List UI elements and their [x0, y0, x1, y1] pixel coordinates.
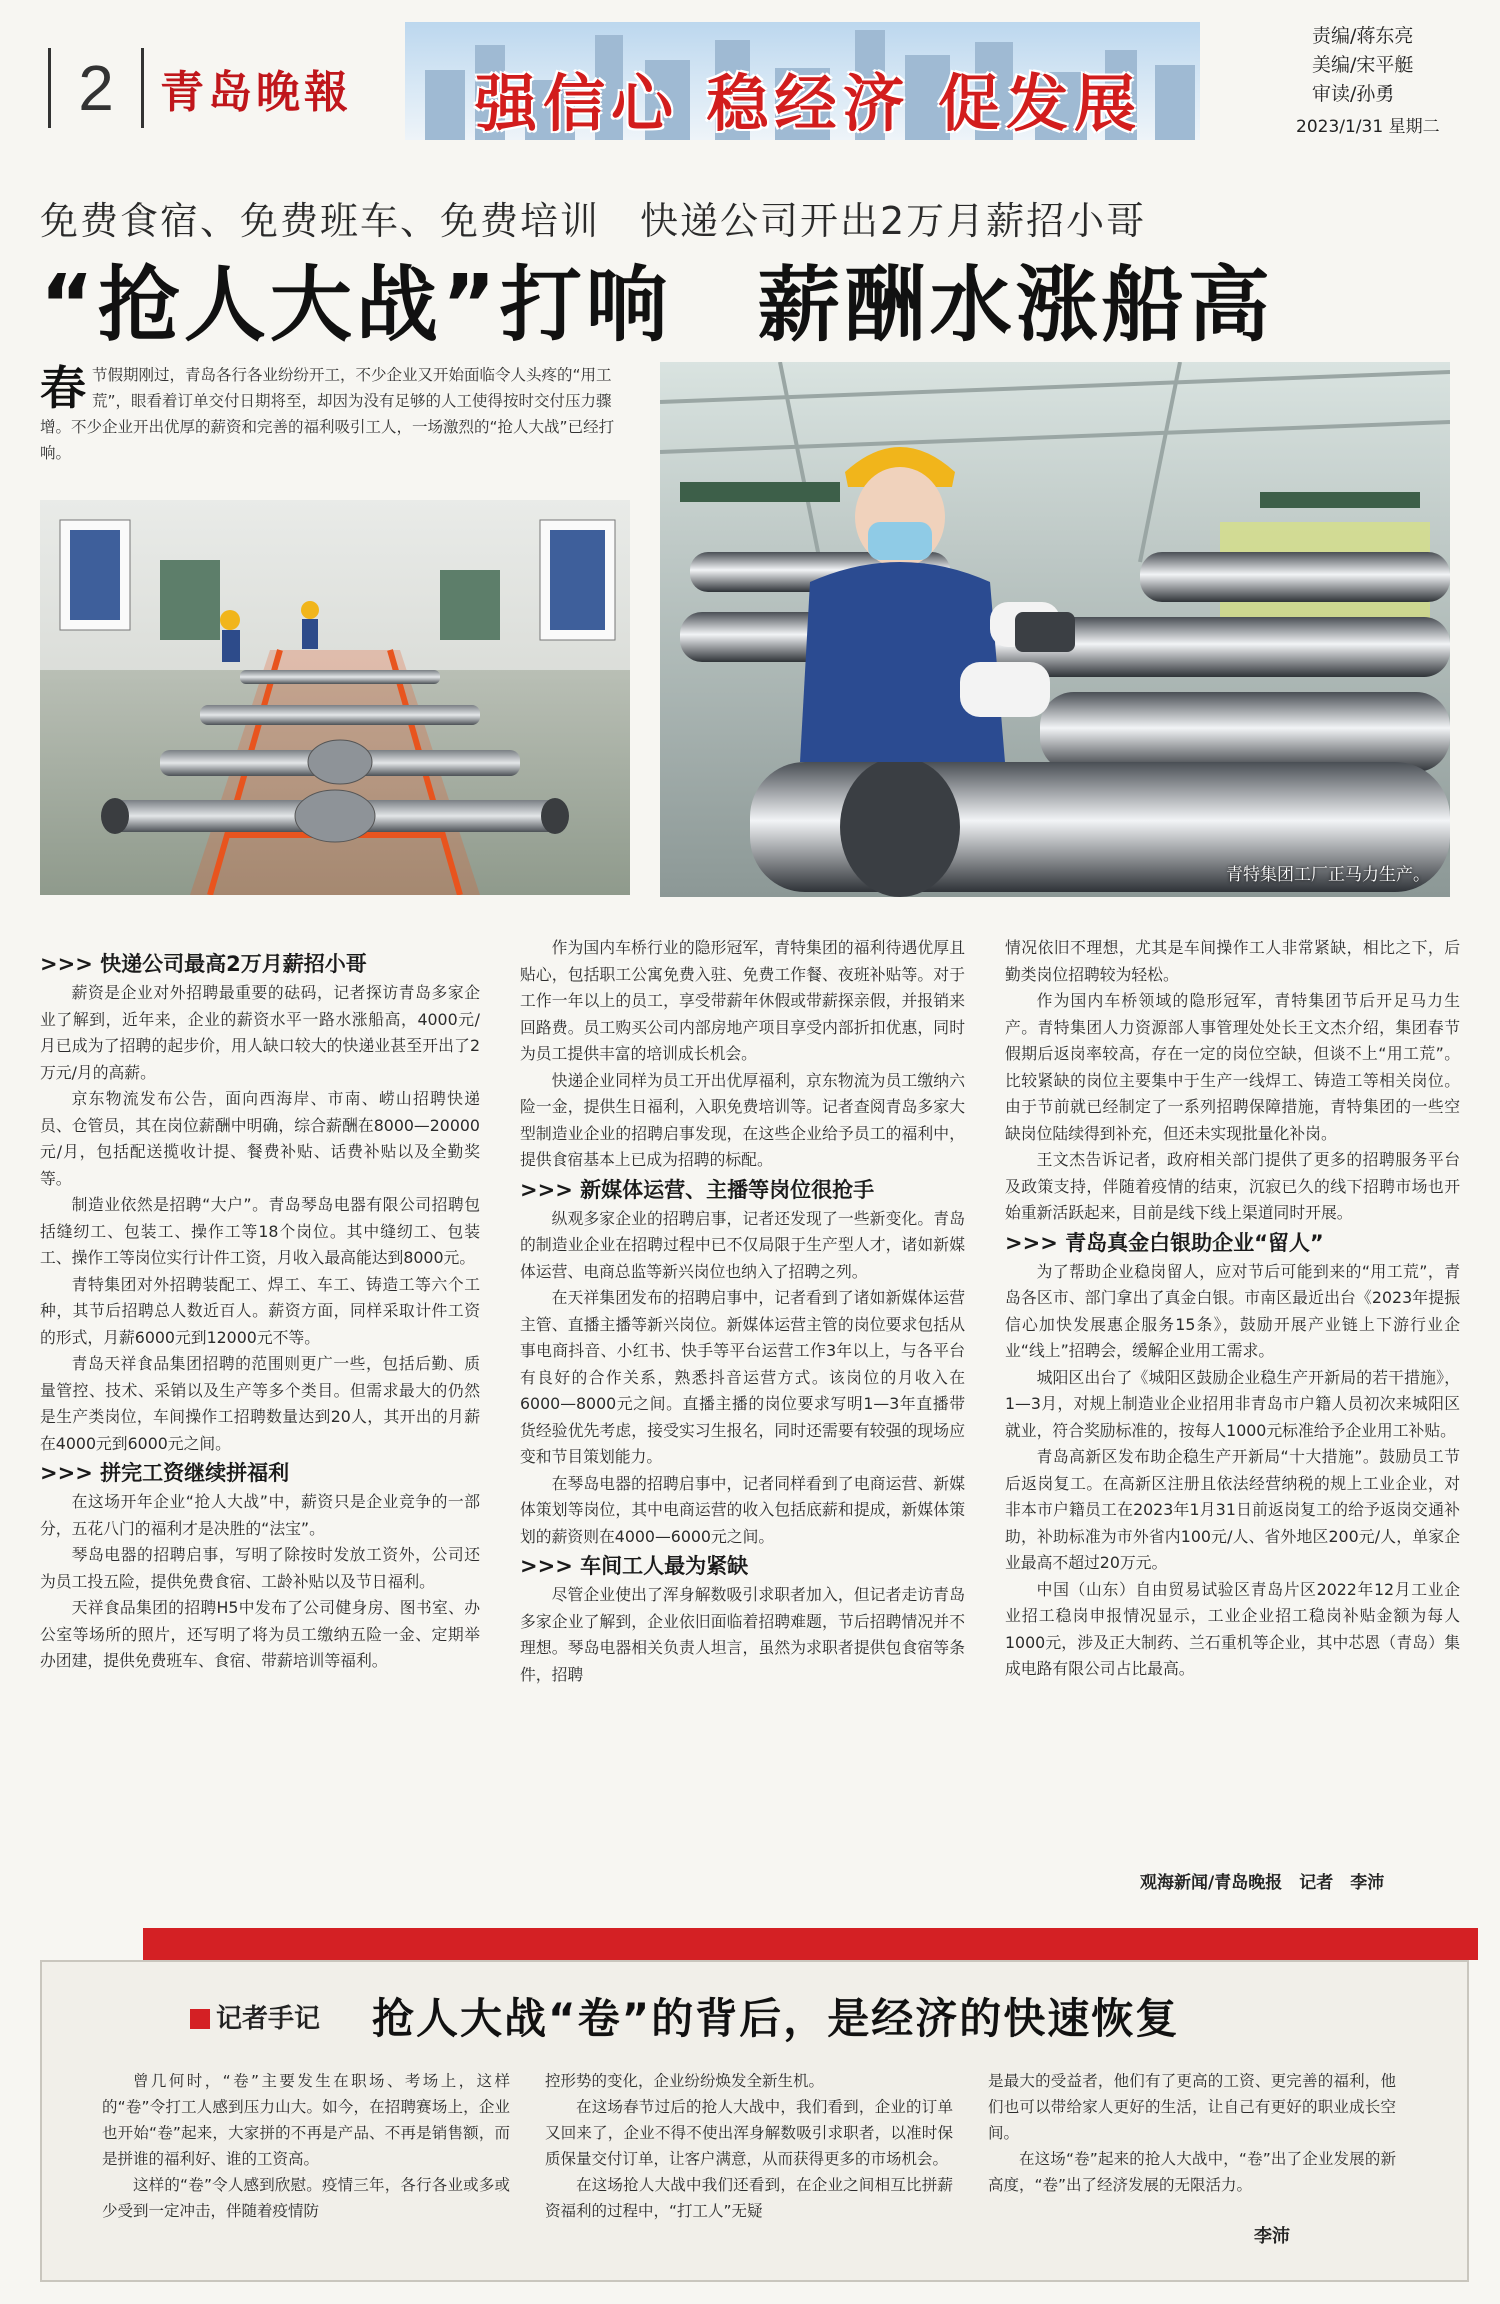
lead-dropcap: 春: [40, 361, 86, 415]
article-lead: [40, 362, 625, 466]
paragraph: 青岛天祥食品集团招聘的范围则更广一些，包括后勤、质量管控、技术、采销以及生产等多个类目。但需求最大的仍然是生产类岗位，车间操作工招聘数量达到20人，其开出的月薪在4000元到6000元之间。: [40, 1354, 480, 1453]
red-square-icon: [190, 2009, 210, 2029]
issue-date: 2023/1/31 星期二: [1296, 117, 1440, 137]
paragraph: 城阳区出台了《城阳区鼓励企业稳生产开新局的若干措施》，1—3月，对规上制造业企业招用非青岛市户籍人员初次来城阳区就业，符合奖励标准的，按每人1000元标准给予企业用工补贴。: [1005, 1367, 1460, 1440]
paragraph: 琴岛电器的招聘启事，写明了除按时发放工资外，公司还为员工投五险，提供免费食宿、工龄补贴以及节日福利。: [40, 1545, 480, 1591]
commentary-column-1: [102, 2068, 510, 2224]
article-column-2: [520, 935, 965, 1688]
page-number: 2: [48, 48, 144, 128]
paragraph: 是最大的受益者，他们有了更高的工资、更完善的福利，他们也可以带给家人更好的生活，让自己有更好的职业成长空间。: [988, 2072, 1396, 2142]
factory-photo-axles: [40, 500, 630, 895]
paragraph: 快递企业同样为员工开出优厚福利，京东物流为员工缴纳六险一金，提供生日福利，入职免费培训等。记者查阅青岛多家大型制造业企业的招聘启事发现，在这些企业给予员工的福利中，提供食宿基本上已成为招聘的标配。: [520, 1070, 965, 1169]
paragraph: 中国（山东）自由贸易试验区青岛片区2022年12月工业企业招工稳岗申报情况显示，工业企业招工稳岗补贴金额为每人1000元，涉及正大制药、兰石重机等企业，其中芯恩（青岛）集成电路有限公司占比最高。: [1005, 1579, 1460, 1678]
article-column-1: [40, 948, 480, 1675]
commentary-red-bar: [143, 1928, 1478, 1960]
paragraph: 作为国内车桥行业的隐形冠军，青特集团的福利待遇优厚且贴心，包括职工公寓免费入驻、免费工作餐、夜班补贴等。对于工作一年以上的员工，享受带薪年休假或带薪探亲假，并报销来回路费。员工购买公司内部房地产项目享受内部折扣优惠，同时为员工提供丰富的培训成长机会。: [520, 938, 965, 1063]
commentary-title: 抢人大战“卷”的背后，是经济的快速恢复: [372, 1994, 1180, 2043]
slogan-text: 强信心 稳经济 促发展: [475, 67, 1143, 140]
article-headline: “抢人大战”打响 薪酬水涨船高: [40, 258, 1274, 353]
paragraph: 天祥食品集团的招聘H5中发布了公司健身房、图书室、办公室等场所的照片，还写明了将为员工缴纳五险一金、定期举办团建，提供免费班车、食宿、带薪培训等福利。: [40, 1598, 480, 1670]
slogan-banner: [405, 22, 1200, 140]
article-column-3: [1005, 935, 1460, 1683]
section-heading: >>> 车间工人最为紧缺: [520, 1554, 749, 1578]
paragraph: 制造业依然是招聘“大户”。青岛琴岛电器有限公司招聘包括缝纫工、包装工、操作工等18个岗位。其中缝纫工、包装工、操作工等岗位实行计件工资，月收入最高能达到8000元。: [40, 1195, 480, 1267]
paragraph: 薪资是企业对外招聘最重要的砝码，记者探访青岛多家企业了解到，近年来，企业的薪资水平一路水涨船高，4000元/月已成为了招聘的起步价，用人缺口较大的快递业甚至开出了2万元/月的高薪。: [40, 983, 480, 1082]
paragraph: 在这场春节过后的抢人大战中，我们看到，企业的订单又回来了，企业不得不使出浑身解数吸引求职者，以准时保质保量交付订单，让客户满意，从而获得更多的市场机会。: [545, 2098, 953, 2168]
commentary-tag-label: 记者手记: [216, 2004, 321, 2034]
paragraph: 王文杰告诉记者，政府相关部门提供了更多的招聘服务平台及政策支持，伴随着疫情的结束，沉寂已久的线下招聘市场也开始重新活跃起来，目前是线下线上渠道同时开展。: [1005, 1150, 1460, 1222]
paragraph: 在琴岛电器的招聘启事中，记者同样看到了电商运营、新媒体策划等岗位，其中电商运营的收入包括底薪和提成，新媒体策划的薪资则在4000—6000元之间。: [520, 1473, 965, 1546]
worker-illustration: [660, 362, 1450, 897]
editors-list: [1312, 22, 1413, 109]
paragraph: 为了帮助企业稳岗留人，应对节后可能到来的“用工荒”，青岛各区市、部门拿出了真金白银。市南区最近出台《2023年提振信心加快发展惠企服务15条》，鼓励开展产业链上下游行业企业“线上”招聘会，缓解企业用工需求。: [1005, 1261, 1460, 1360]
paragraph: 在天祥集团发布的招聘启事中，记者看到了诸如新媒体运营主管、直播主播等新兴岗位。新媒体运营主管的岗位要求包括从事电商抖音、小红书、快手等平台运营工作3年以上，与各平台有良好的合作关系，熟悉抖音运营方式。该岗位的月收入在6000—8000元之间。直播主播的岗位要求写明1—3年直播带货经验优先考虑，接受实习生报名，同时还需要有较强的现场应变和节目策划能力。: [520, 1288, 965, 1466]
section-heading: >>> 新媒体运营、主播等岗位很抢手: [520, 1177, 875, 1202]
section-heading: >>> 拼完工资继续拼福利: [40, 1461, 290, 1485]
article-subheadline: 免费食宿、免费班车、免费培训 快递公司开出2万月薪招小哥: [40, 199, 1147, 243]
paragraph: 在这场“卷”起来的抢人大战中，“卷”出了企业发展的新高度，“卷”出了经济发展的无限活力。: [988, 2150, 1396, 2194]
commentary-author: 李沛: [1254, 2226, 1290, 2247]
paragraph: 京东物流发布公告，面向西海岸、市南、崂山招聘快递员、仓管员，其在岗位薪酬中明确，综合薪酬在8000—20000元/月，包括配送揽收计提、餐费补贴、话费补贴以及全勤奖等。: [40, 1089, 480, 1188]
paragraph: 青岛高新区发布助企稳生产开新局“十大措施”。鼓励员工节后返岗复工。在高新区注册且依法经营纳税的规上工业企业，对非本市户籍员工在2023年1月31日前返岗复工的给予返岗交通补助，补助标准为市外省内100元/人、省外地区200元/人，单家企业最高不超过20万元。: [1005, 1447, 1460, 1572]
photo-caption: 青特集团工厂正马力生产。: [1226, 865, 1430, 885]
paragraph: 青特集团对外招聘装配工、焊工、车工、铸造工等六个工种，其节后招聘总人数近百人。薪资方面，同样采取计件工资的形式，月薪6000元到12000元不等。: [40, 1274, 480, 1347]
commentary-column-2: [545, 2068, 953, 2224]
paragraph: 作为国内车桥领域的隐形冠军，青特集团节后开足马力生产。青特集团人力资源部人事管理处处长王文杰介绍，集团春节假期后返岗率较高，存在一定的岗位空缺，但谈不上“用工荒”。比较紧缺的岗位主要集中于生产一线焊工、铸造工等相关岗位。由于节前就已经制定了一系列招聘保障措施，青特集团的一些空缺岗位陆续得到补充，但还未实现批量化补岗。: [1005, 991, 1460, 1143]
editor-line: 审读/孙勇: [1312, 83, 1395, 105]
editor-line: 责编/蒋东亮: [1312, 25, 1414, 47]
paragraph: 在这场抢人大战中我们还看到，在企业之间相互比拼薪资福利的过程中，“打工人”无疑: [545, 2176, 953, 2220]
paragraph: 在这场开年企业“抢人大战”中，薪资只是企业竞争的一部分，五花八门的福利才是决胜的“法宝”。: [40, 1492, 480, 1538]
factory-photo-worker: [660, 362, 1450, 897]
article-byline: 观海新闻/青岛晚报 记者 李沛: [1140, 1873, 1385, 1893]
paragraph: 尽管企业使出了浑身解数吸引求职者加入，但记者走访青岛多家企业了解到，企业依旧面临着招聘难题，节后招聘情况并不理想。琴岛电器相关负责人坦言，虽然为求职者提供包食宿等条件，招聘: [520, 1585, 965, 1684]
section-heading: >>> 快递公司最高2万月薪招小哥: [40, 952, 367, 976]
section-heading: >>> 青岛真金白银助企业“留人”: [1005, 1230, 1324, 1255]
paragraph: 控形势的变化，企业纷纷焕发全新生机。: [545, 2072, 825, 2090]
newspaper-name: 青岛晚報: [160, 67, 352, 118]
lead-text: 节假期刚过，青岛各行各业纷纷开工，不少企业又开始面临令人头疼的“用工荒”，眼看着订单交付日期将至，却因为没有足够的人工使得按时交付压力骤增。不少企业开出优厚的薪资和完善的福利吸引工人，一场激烈的“抢人大战”已经打响。: [40, 366, 615, 462]
commentary-tag: [190, 1998, 320, 2035]
paragraph: 这样的“卷”令人感到欣慰。疫情三年，各行各业或多或少受到一定冲击，伴随着疫情防: [102, 2176, 510, 2220]
paragraph: 纵观多家企业的招聘启事，记者还发现了一些新变化。青岛的制造业企业在招聘过程中已不仅局限于生产型人才，诸如新媒体运营、电商总监等新兴岗位也纳入了招聘之列。: [520, 1208, 965, 1281]
axles-illustration: [40, 500, 630, 895]
paragraph: 曾几何时，“卷”主要发生在职场、考场上，这样的“卷”令打工人感到压力山大。如今，在招聘赛场上，企业也开始“卷”起来，大家拼的不再是产品、不再是销售额，而是拼谁的福利好、谁的工资高。: [102, 2072, 510, 2168]
commentary-column-3: [988, 2068, 1396, 2198]
paragraph: 情况依旧不理想，尤其是车间操作工人非常紧缺，相比之下，后勤类岗位招聘较为轻松。: [1005, 938, 1460, 984]
editor-line: 美编/宋平艇: [1312, 54, 1414, 76]
